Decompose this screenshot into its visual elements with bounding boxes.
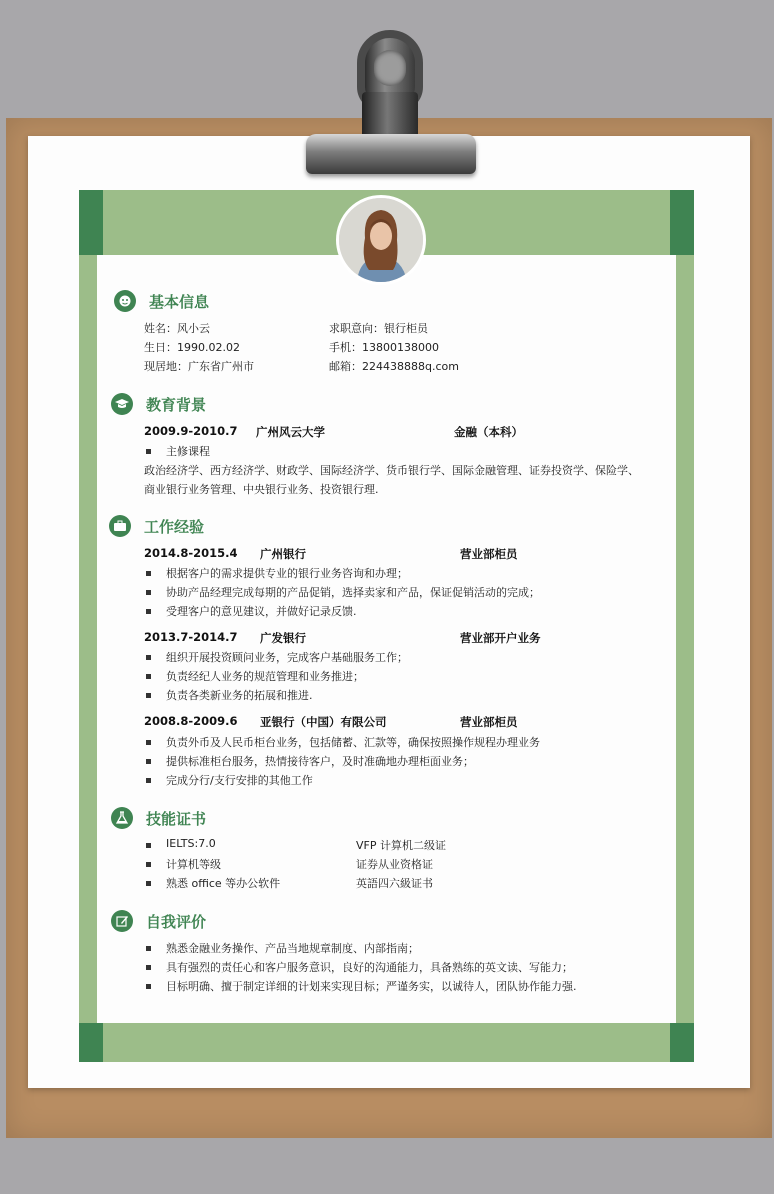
- bullet: [146, 984, 151, 989]
- skill-item: 熟悉 office 等办公软件: [166, 877, 281, 890]
- phone-field: 手机：13800138000: [329, 341, 439, 354]
- edu-major: 金融（本科）: [454, 425, 523, 439]
- graduation-cap-icon: [111, 393, 133, 415]
- job-period: 2014.8-2015.4: [144, 546, 238, 560]
- bullet: [146, 881, 151, 886]
- skill-item: 计算机等级: [166, 858, 221, 871]
- bullet: [146, 965, 151, 970]
- bullet: [146, 862, 151, 867]
- section-title: 工作经验: [144, 517, 205, 536]
- frame-corner: [79, 190, 103, 255]
- bullet: [146, 571, 151, 576]
- bullet: [146, 740, 151, 745]
- job-duty: 提供标准柜台服务，热情接待客户，及时准确地办理柜面业务；: [166, 755, 474, 768]
- skill-item: 证券从业资格证: [356, 858, 433, 871]
- edu-school: 广州风云大学: [256, 425, 325, 439]
- job-duty: 负责各类新业务的拓展和推进.: [166, 689, 313, 702]
- avatar: [336, 195, 426, 285]
- binder-clip-base: [306, 134, 476, 174]
- job-duty: 组织开展投资顾问业务，完成客户基础服务工作；: [166, 651, 408, 664]
- job-role: 营业部柜员: [460, 715, 518, 729]
- section-education: [111, 393, 206, 415]
- self-item: 具有强烈的责任心和客户服务意识，良好的沟通能力，具备熟练的英文读、写能力；: [166, 961, 573, 974]
- job-duty: 负责外币及人民币柜台业务，包括储蓄、汇款等，确保按照操作规程办理业务: [166, 736, 540, 749]
- skill-item: 英語四六級证书: [356, 877, 433, 890]
- skill-item: IELTS:7.0: [166, 837, 216, 850]
- section-skills: [111, 807, 206, 829]
- job-period: 2013.7-2014.7: [144, 630, 238, 644]
- name-field: 姓名：风小云: [144, 322, 210, 335]
- bullet: [146, 590, 151, 595]
- residence-field: 现居地：广东省广州市: [144, 360, 254, 373]
- bullet: [146, 946, 151, 951]
- frame-corner: [670, 1023, 694, 1062]
- section-title: 基本信息: [149, 292, 210, 311]
- job-company: 广州银行: [260, 547, 306, 561]
- bullet: [146, 449, 151, 454]
- birth-field: 生日：1990.02.02: [144, 341, 240, 354]
- skill-item: VFP 计算机二级证: [356, 839, 446, 852]
- job-duty: 协助产品经理完成每期的产品促销，选择卖家和产品，保证促销活动的完成；: [166, 586, 540, 599]
- courses-line: 政治经济学、西方经济学、财政学、国际经济学、货币银行学、国际金融管理、证券投资学、保险学、: [144, 464, 639, 477]
- section-title: 技能证书: [146, 809, 207, 828]
- courses-line: 商业银行业务管理、中央银行业务、投资银行理.: [144, 483, 379, 496]
- bullet: [146, 778, 151, 783]
- section-self-evaluation: [111, 910, 206, 932]
- job-company: 亚银行（中国）有限公司: [260, 715, 387, 729]
- frame-bottom-band: [79, 1023, 694, 1062]
- bullet: [146, 693, 151, 698]
- person-icon: [114, 290, 136, 312]
- section-title: 自我评价: [146, 912, 207, 931]
- job-role: 营业部开户业务: [460, 631, 541, 645]
- bullet: [146, 759, 151, 764]
- self-item: 熟悉金融业务操作、产品当地规章制度、内部指南；: [166, 942, 419, 955]
- job-period: 2008.8-2009.6: [144, 714, 238, 728]
- binder-clip-body: [362, 92, 418, 140]
- job-duty: 根据客户的需求提供专业的银行业务咨询和办理；: [166, 567, 408, 580]
- email-field: 邮箱：224438888q.com: [329, 360, 459, 373]
- frame-right-band: [676, 190, 694, 1062]
- section-basic-info: [114, 290, 209, 312]
- section-work: [109, 515, 204, 537]
- courses-label: 主修课程: [166, 445, 210, 458]
- bullet: [146, 609, 151, 614]
- intent-field: 求职意向：银行柜员: [329, 322, 428, 335]
- frame-left-band: [79, 190, 97, 1062]
- edu-period: 2009.9-2010.7: [144, 424, 238, 438]
- bullet: [146, 674, 151, 679]
- frame-corner: [79, 1023, 103, 1062]
- bullet: [146, 843, 151, 848]
- briefcase-icon: [109, 515, 131, 537]
- bullet: [146, 655, 151, 660]
- job-duty: 受理客户的意见建议，并做好记录反馈.: [166, 605, 357, 618]
- job-duty: 负责经纪人业务的规范管理和业务推进；: [166, 670, 364, 683]
- flask-icon: [111, 807, 133, 829]
- job-duty: 完成分行/支行安排的其他工作: [166, 774, 313, 787]
- section-title: 教育背景: [146, 395, 207, 414]
- edit-icon: [111, 910, 133, 932]
- binder-clip-hole: [374, 50, 406, 86]
- self-item: 目标明确、擅于制定详细的计划来实现目标；严谨务实，以诚待人，团队协作能力强.: [166, 980, 577, 993]
- job-role: 营业部柜员: [460, 547, 518, 561]
- job-company: 广发银行: [260, 631, 306, 645]
- frame-corner: [670, 190, 694, 255]
